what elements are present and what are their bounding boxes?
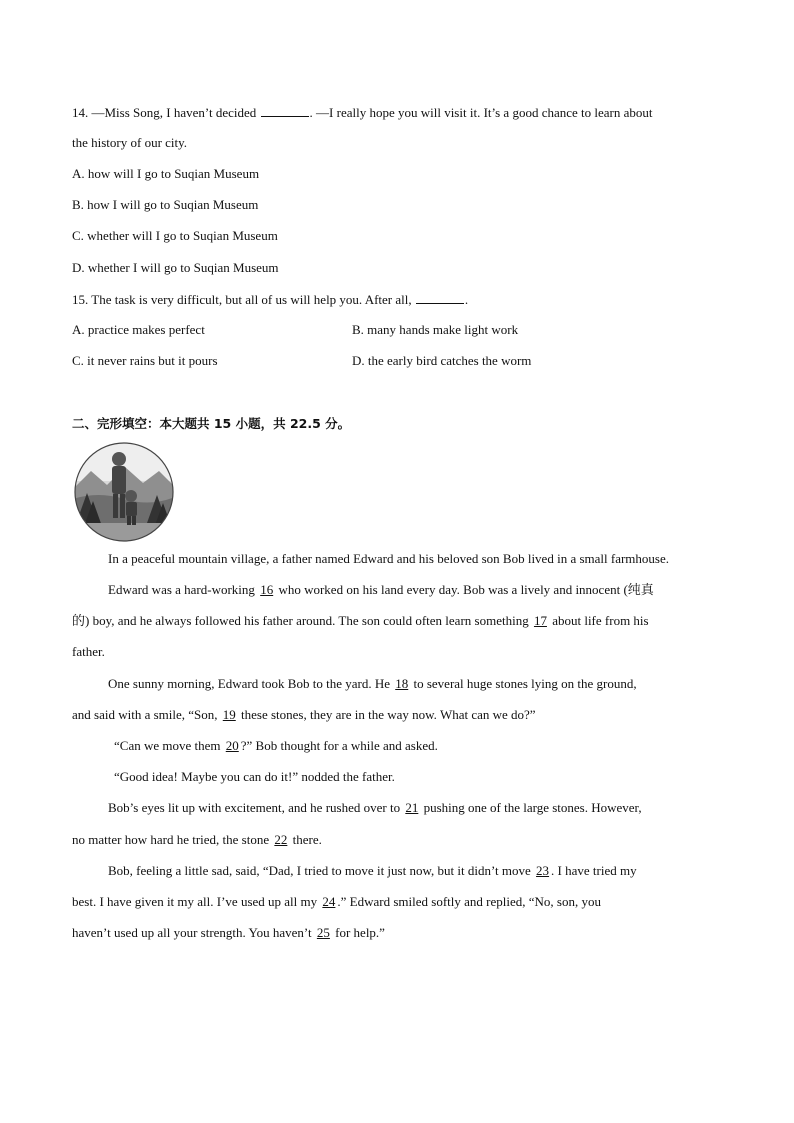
blank-21[interactable]: 21 — [405, 800, 419, 815]
p7-text-f: for help.” — [335, 925, 385, 940]
p6-text-c: no matter how hard he tried, the stone — [72, 832, 270, 847]
q14-option-d[interactable]: D. whether I will go to Suqian Museum — [72, 260, 279, 275]
p3-text-d: these stones, they are in the way now. What can we do?” — [241, 707, 536, 722]
q14-option-a[interactable]: A. how will I go to Suqian Museum — [72, 166, 260, 181]
q15-stem-text2: . — [464, 292, 469, 307]
p7-text-b: . I have tried my — [551, 863, 637, 878]
passage-p2-line3: father. — [72, 644, 105, 659]
q15-stem-text1: 15. The task is very difficult, but all of us will help you. After all, — [72, 292, 412, 307]
q15-option-b[interactable]: B. many hands make light work — [352, 322, 519, 337]
q15-stem — [72, 291, 468, 308]
blank-23[interactable]: 23 — [536, 863, 550, 878]
passage-p5: “Good idea! Maybe you can do it!” nodded the father. — [114, 769, 395, 784]
p7-text-e: haven’t used up all your strength. You haven’t — [72, 925, 312, 940]
blank-16[interactable]: 16 — [260, 582, 274, 597]
passage-p7-line1 — [108, 863, 637, 879]
passage-p4 — [114, 738, 438, 754]
q14-stem-text1: 14. —Miss Song, I haven’t decided — [72, 105, 257, 120]
blank-18[interactable]: 18 — [395, 676, 409, 691]
q14-option-c[interactable]: C. whether will I go to Suqian Museum — [72, 228, 278, 243]
passage-p6-line1 — [108, 800, 642, 816]
passage-p7-line3 — [72, 925, 385, 941]
passage-p6-line2 — [72, 832, 322, 848]
q15-option-d[interactable]: D. the early bird catches the worm — [352, 353, 532, 368]
blank-20[interactable]: 20 — [225, 738, 239, 753]
q15-option-c[interactable]: C. it never rains but it pours — [72, 353, 218, 368]
p7-text-d: .” Edward smiled softly and replied, “No, son, you — [337, 894, 601, 909]
blank-22[interactable]: 22 — [274, 832, 288, 847]
q15-option-a[interactable]: A. practice makes perfect — [72, 322, 205, 337]
p2-text-b: who worked on his land every day. Bob was a lively and innocent (纯真 — [278, 582, 654, 597]
passage-p1: In a peaceful mountain village, a father named Edward and his beloved son Bob lived in a small farmhouse. — [108, 551, 669, 566]
p2-text-d: about life from his — [552, 613, 649, 628]
section-heading: 二、完形填空：本大题共 15 小题，共 22.5 分。 — [72, 416, 351, 431]
illustration-image — [73, 441, 175, 543]
q14-stem-text2: . —I really hope you will visit it. It’s a good chance to learn about — [309, 105, 653, 120]
p3-text-c: and said with a smile, “Son, — [72, 707, 218, 722]
p2-text-c: 的) boy, and he always followed his father around. The son could often learn something — [72, 613, 529, 628]
q14-answer-blank[interactable] — [261, 104, 309, 117]
p3-text-a: One sunny morning, Edward took Bob to the yard. He — [108, 676, 390, 691]
passage-p2-line1 — [108, 582, 654, 598]
q14-stem — [72, 104, 653, 121]
p6-text-a: Bob’s eyes lit up with excitement, and he rushed over to — [108, 800, 401, 815]
passage-p7-line2 — [72, 894, 601, 910]
passage-p2-line2 — [72, 613, 649, 629]
q14-option-b[interactable]: B. how I will go to Suqian Museum — [72, 197, 259, 212]
blank-19[interactable]: 19 — [222, 707, 236, 722]
p3-text-b: to several huge stones lying on the ground, — [413, 676, 637, 691]
p4-text-b: ?” Bob thought for a while and asked. — [240, 738, 438, 753]
p6-text-b: pushing one of the large stones. However, — [423, 800, 642, 815]
p4-text-a: “Can we move them — [114, 738, 221, 753]
passage-p3-line2 — [72, 707, 536, 723]
p7-text-a: Bob, feeling a little sad, said, “Dad, I tried to move it just now, but it didn’t move — [108, 863, 531, 878]
p2-text-a: Edward was a hard-working — [108, 582, 255, 597]
q14-stem-line2: the history of our city. — [72, 135, 188, 150]
illustration-father-son — [73, 441, 175, 543]
p6-text-d: there. — [292, 832, 322, 847]
blank-25[interactable]: 25 — [316, 925, 330, 940]
q15-answer-blank[interactable] — [416, 291, 464, 304]
blank-17[interactable]: 17 — [533, 613, 547, 628]
p7-text-c: best. I have given it my all. I’ve used up all my — [72, 894, 318, 909]
blank-24[interactable]: 24 — [322, 894, 336, 909]
passage-p3-line1 — [108, 676, 637, 692]
